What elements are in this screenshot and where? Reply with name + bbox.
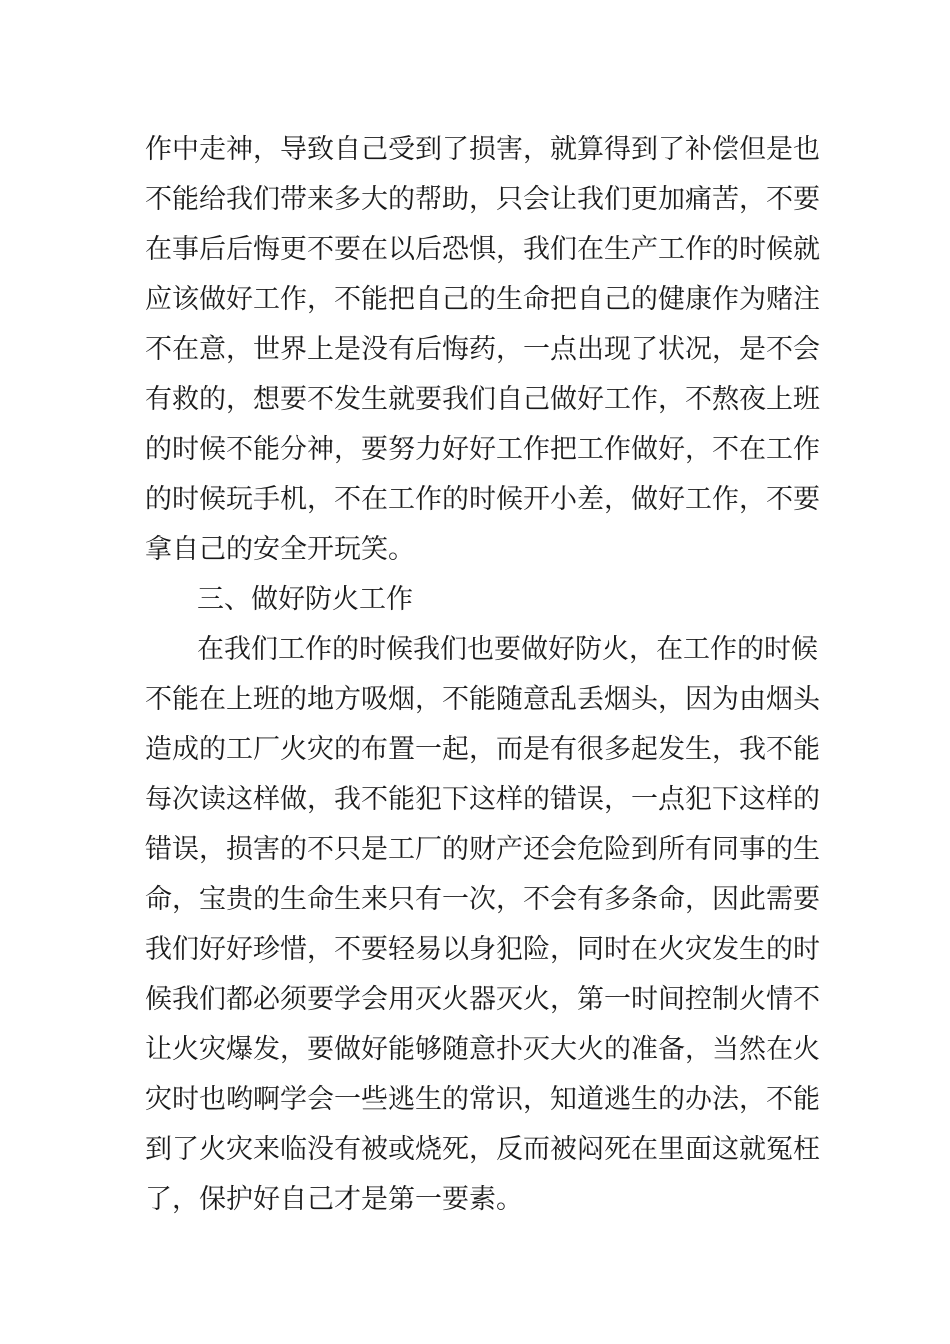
section-heading: 三、做好防火工作 bbox=[197, 584, 413, 615]
text-line: 不在意，世界上是没有后悔药，一点出现了状况，是不会 bbox=[145, 334, 820, 365]
text-line: 不能在上班的地方吸烟，不能随意乱丢烟头，因为由烟头 bbox=[145, 684, 820, 715]
text-line: 造成的工厂火灾的布置一起，而是有很多起发生，我不能 bbox=[145, 734, 820, 765]
text-line: 的时候玩手机，不在工作的时候开小差，做好工作，不要 bbox=[145, 484, 820, 515]
text-line: 应该做好工作，不能把自己的生命把自己的健康作为赌注 bbox=[145, 284, 820, 315]
text-line: 让火灾爆发，要做好能够随意扑灭大火的准备，当然在火 bbox=[145, 1034, 820, 1065]
text-line: 拿自己的安全开玩笑。 bbox=[145, 534, 415, 565]
text-line: 在我们工作的时候我们也要做好防火，在工作的时候 bbox=[197, 634, 818, 665]
text-line: 我们好好珍惜，不要轻易以身犯险，同时在火灾发生的时 bbox=[145, 934, 820, 965]
text-line: 到了火灾来临没有被或烧死，反而被闷死在里面这就冤枉 bbox=[145, 1134, 820, 1165]
text-line: 在事后后悔更不要在以后恐惧，我们在生产工作的时候就 bbox=[145, 234, 820, 265]
text-line: 有救的，想要不发生就要我们自己做好工作，不熬夜上班 bbox=[145, 384, 820, 415]
text-line: 命，宝贵的生命生来只有一次，不会有多条命，因此需要 bbox=[145, 884, 820, 915]
text-line: 不能给我们带来多大的帮助，只会让我们更加痛苦，不要 bbox=[145, 184, 820, 215]
text-line: 错误，损害的不只是工厂的财产还会危险到所有同事的生 bbox=[145, 834, 820, 865]
text-line: 候我们都必须要学会用灭火器灭火，第一时间控制火情不 bbox=[145, 984, 820, 1015]
text-line: 每次读这样做，我不能犯下这样的错误，一点犯下这样的 bbox=[145, 784, 820, 815]
text-line: 的时候不能分神，要努力好好工作把工作做好，不在工作 bbox=[145, 434, 820, 465]
text-line: 作中走神，导致自己受到了损害，就算得到了补偿但是也 bbox=[145, 134, 820, 165]
text-line: 灾时也哟啊学会一些逃生的常识，知道逃生的办法，不能 bbox=[145, 1084, 820, 1115]
text-line: 了，保护好自己才是第一要素。 bbox=[145, 1184, 523, 1215]
